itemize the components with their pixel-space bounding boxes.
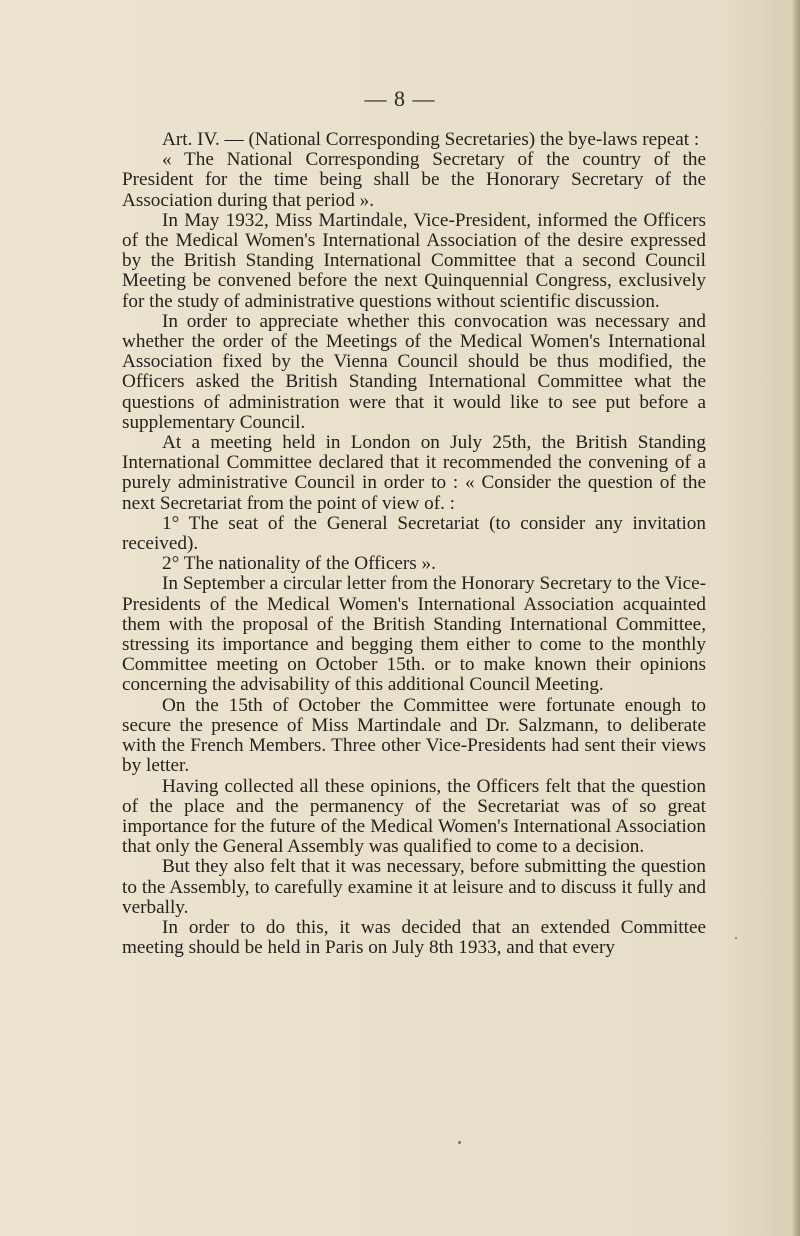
paragraph-art-iv: Art. IV. — (National Corresponding Secretaries) the bye-laws repeat : — [162, 129, 700, 150]
page-number: — 8 — — [364, 86, 436, 111]
list-item-seat: 1° The seat of the General Secretariat (to consider any invitation received). — [122, 512, 706, 555]
paragraph-september-letter: In September a circular letter from the Honorary Secretary to the Vice-Presidents of the Medical Women's International Association acquainted them with the proposal of the British Standing International Committee, stressing its importance and begging them either to come to the monthly Committee meeting on October 15th. or to make known their opinions concerning the advisability of this additional Council Meeting. — [122, 573, 706, 696]
paper-speck — [458, 1141, 461, 1144]
paragraph-convocation: In order to appreciate whether this convocation was necessary and whether the order of the Meetings of the Medical Women's International Association fixed by the Vienna Council should be thus modified, the Officers asked the British Standing International Committee what the questions of administration were that it would like to see put before a supplementary Council. — [122, 310, 706, 433]
paragraph-may-1932: In May 1932, Miss Martindale, Vice-President, informed the Officers of the Medical Women's International Association of the desire expressed by the British Standing International Committee that a second Council Meeting be convened before the next Quinquennial Congress, exclusively for the study of administrative questions without scientific discussion. — [122, 209, 706, 312]
page-edge-shadow — [792, 0, 800, 1236]
paragraph-examine-verbally: But they also felt that it was necessary, before submitting the question to the Assembly, to carefully examine it at leisure and to discuss it fully and verbally. — [122, 856, 706, 918]
body-text — [122, 130, 706, 958]
paragraph-london-meeting: At a meeting held in London on July 25th, the British Standing International Committee declared that it recommended the convening of a purely administrative Council in order to : « Consider the question of the next Secretariat from the point of view of. : — [122, 432, 706, 514]
paragraph-quote-bylaw: « The National Corresponding Secretary of the country of the President for the time being shall be the Honorary Secretary of the Association during that period ». — [122, 149, 706, 211]
paper-speck — [735, 937, 737, 939]
paragraph-paris-meeting: In order to do this, it was decided that an extended Committee meeting should be held in Paris on July 8th 1933, and that every — [122, 916, 706, 959]
paragraph-opinions-collected: Having collected all these opinions, the Officers felt that the question of the place and the permanency of the Secretariat was of so great importance for the future of the Medical Women's International Association that only the General Assembly was qualified to come to a decision. — [122, 775, 706, 858]
list-item-nationality: 2° The nationality of the Officers ». — [162, 553, 436, 575]
paragraph-october-15: On the 15th of October the Committee were fortunate enough to secure the presence of Miss Martindale and Dr. Salzmann, to deliberate with the French Members. Three other Vice-Presidents had sent their views by letter. — [122, 694, 706, 777]
